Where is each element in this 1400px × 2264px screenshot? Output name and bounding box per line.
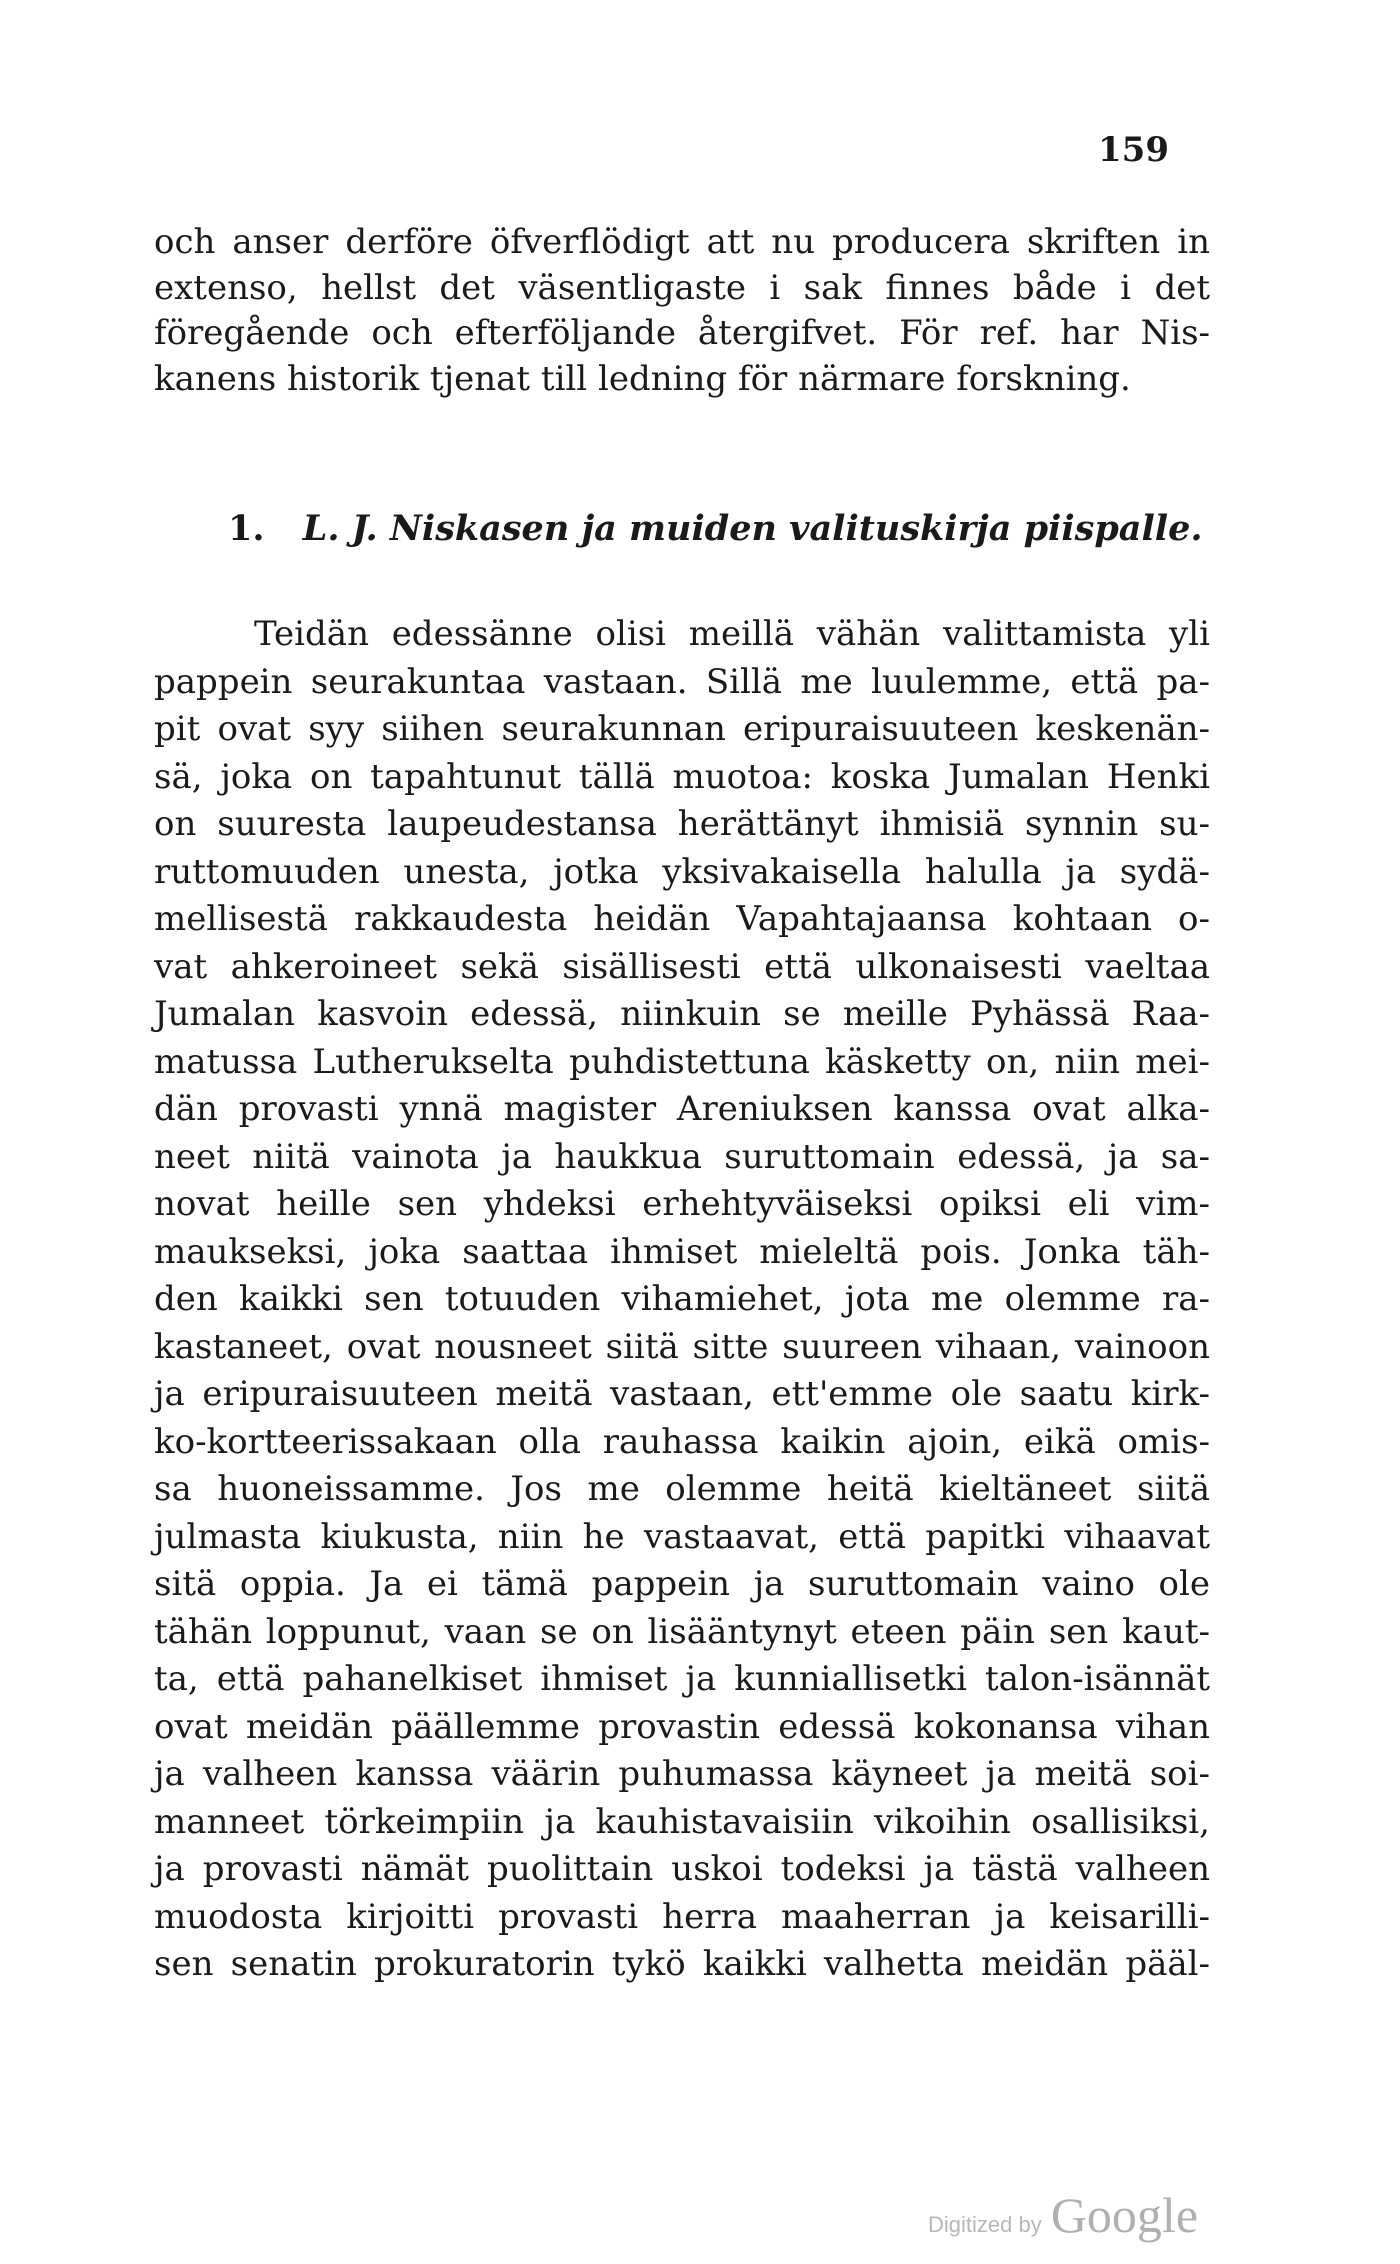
finnish-paragraph xyxy=(154,611,1210,1989)
text-line: sä, joka on tapahtunut tällä muotoa: koska Jumalan Henki xyxy=(154,756,1210,797)
text-line: den kaikki sen totuuden vihamiehet, jota me olemme ra- xyxy=(154,1279,1210,1319)
heading-title: L. J. Niskasen ja muiden valituskirja piispalle. xyxy=(302,508,1203,549)
text-line: och anser derföre öfverflödigt att nu producera skriften in xyxy=(154,222,1210,262)
watermark-prefix: Digitized by xyxy=(928,2212,1042,2237)
digitized-watermark xyxy=(928,2186,1198,2244)
text-line: neet niitä vainota ja haukkua suruttomain edessä, ja sa- xyxy=(154,1136,1210,1177)
text-line: sa huoneissamme. Jos me olemme heitä kieltäneet siitä xyxy=(154,1469,1210,1509)
text-line: dän provasti ynnä magister Areniuksen kanssa ovat alka- xyxy=(154,1089,1210,1129)
text-line: föregående och efterföljande återgifvet. För ref. har Nis- xyxy=(154,313,1210,354)
text-line: matussa Lutherukselta puhdistettuna käsketty on, niin mei- xyxy=(154,1041,1210,1082)
text-line: Jumalan kasvoin edessä, niinkuin se meille Pyhässä Raa- xyxy=(154,994,1210,1034)
text-line: pappein seurakuntaa vastaan. Sillä me luulemme, että pa- xyxy=(154,661,1210,702)
text-line: kastaneet, ovat nousneet siitä sitte suureen vihaan, vainoon xyxy=(154,1326,1210,1367)
google-logo: Google xyxy=(1050,2187,1199,2243)
text-line: pit ovat syy siihen seurakunnan eripuraisuuteen keskenän- xyxy=(154,709,1210,749)
text-line: vat ahkeroineet sekä sisällisesti että ulkonaisesti vaeltaa xyxy=(154,946,1210,987)
text-line: tähän loppunut, vaan se on lisääntynyt eteen päin sen kaut- xyxy=(154,1611,1210,1652)
text-line: ovat meidän päällemme provastin edessä kokonansa vihan xyxy=(154,1706,1210,1747)
text-line: kanens historik tjenat till ledning för närmare forskning. xyxy=(154,359,1131,400)
text-line: julmasta kiukusta, niin he vastaavat, että papitki vihaavat xyxy=(154,1516,1210,1557)
text-line: novat heille sen yhdeksi erhehtyväiseksi opiksi eli vim- xyxy=(154,1184,1210,1224)
text-line: ruttomuuden unesta, jotka yksivakaisella halulla ja sydä- xyxy=(154,851,1210,892)
text-line: ja provasti nämät puolittain uskoi todeksi ja tästä valheen xyxy=(154,1849,1210,1889)
text-line: ko-kortteerissakaan olla rauhassa kaikin ajoin, eikä omis- xyxy=(154,1421,1210,1462)
text-line: muodosta kirjoitti provasti herra maaherran ja keisarilli- xyxy=(154,1896,1210,1937)
text-line: mellisestä rakkaudesta heidän Vapahtajaansa kohtaan o- xyxy=(154,899,1210,939)
text-line: Teidän edessänne olisi meillä vähän valittamista yli xyxy=(254,614,1210,654)
text-line: ta, että pahanelkiset ihmiset ja kunniallisetki talon-isännät xyxy=(154,1659,1210,1699)
text-line: sitä oppia. Ja ei tämä pappein ja suruttomain vaino ole xyxy=(154,1564,1210,1604)
text-line: on suuresta laupeudestansa herättänyt ihmisiä synnin su- xyxy=(154,804,1210,844)
section-heading xyxy=(228,508,1203,549)
text-line: ja eripuraisuuteen meitä vastaan, ett'emme ole saatu kirk- xyxy=(154,1374,1210,1414)
heading-number: 1. xyxy=(228,508,265,549)
text-line: sen senatin prokuratorin tykö kaikki valhetta meidän pääl- xyxy=(154,1944,1210,1984)
page-number: 159 xyxy=(1098,130,1169,170)
text-line: extenso, hellst det väsentligaste i sak finnes både i det xyxy=(154,267,1210,308)
text-line: ja valheen kanssa väärin puhumassa käyneet ja meitä soi- xyxy=(154,1754,1210,1794)
swedish-paragraph xyxy=(154,220,1210,403)
text-line: manneet törkeimpiin ja kauhistavaisiin vikoihin osallisiksi, xyxy=(154,1801,1210,1842)
text-line: maukseksi, joka saattaa ihmiset mieleltä pois. Jonka täh- xyxy=(154,1231,1210,1272)
